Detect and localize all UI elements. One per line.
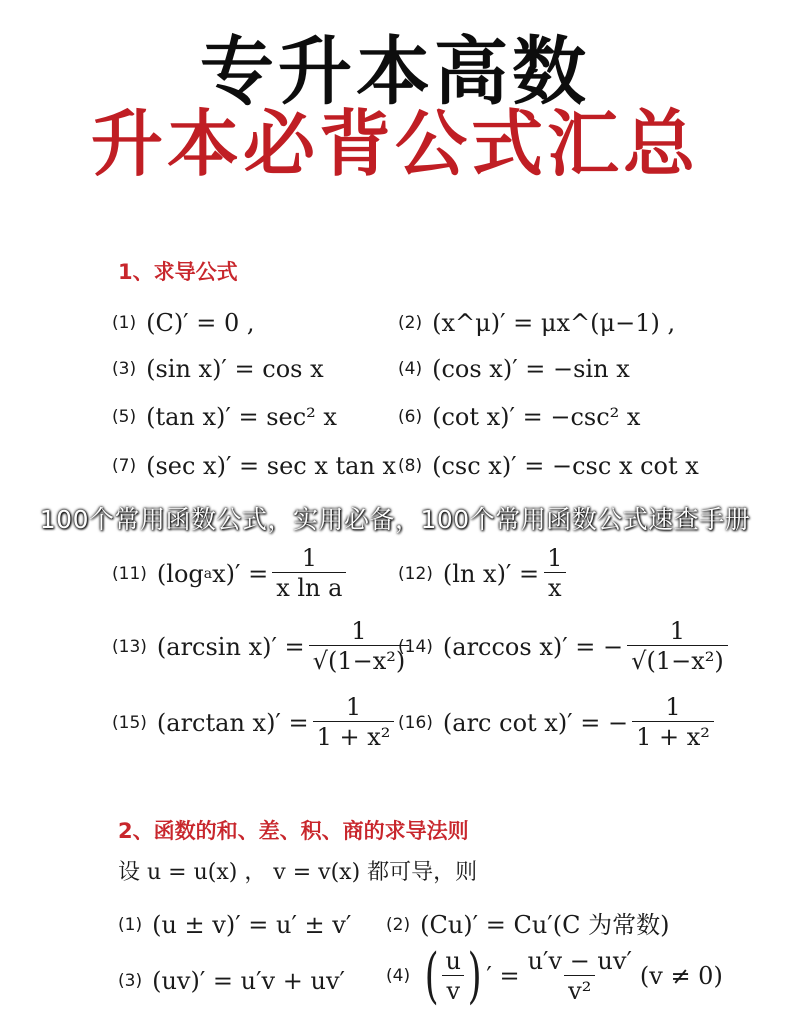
rule-1 xyxy=(118,910,351,940)
formula-1 xyxy=(112,308,255,338)
numerator: u′v − uv′ xyxy=(527,946,632,975)
denominator: v xyxy=(442,975,464,1006)
formula-text: (csc x)′ = −csc x cot x xyxy=(432,452,699,480)
fraction xyxy=(543,544,566,603)
formula-text: (x^μ)′ = μx^(μ−1) , xyxy=(432,309,676,337)
denominator: √(1−x²) xyxy=(309,645,410,676)
denominator: x ln a xyxy=(272,572,346,603)
formula-lhs: (arccos x)′ = − xyxy=(442,632,624,661)
premise-text: 设 u = u(x) ， v = v(x) 都可导，则 xyxy=(118,860,478,885)
premise xyxy=(118,858,477,888)
formula-7 xyxy=(112,451,396,481)
formula-lhs: (ln x)′ = xyxy=(442,559,540,588)
formula-12 xyxy=(398,544,570,603)
formula-number: (4) xyxy=(386,966,411,986)
formula-number: (2) xyxy=(398,313,423,333)
title-line-2: 升本必背公式汇总 xyxy=(90,102,699,186)
formula-text: (C)′ = 0 , xyxy=(146,309,255,337)
formula-number: (15) xyxy=(112,712,147,733)
formula-number: (1) xyxy=(112,313,137,333)
formula-6 xyxy=(398,402,640,432)
formula-5 xyxy=(112,402,337,432)
numerator: 1 xyxy=(547,544,563,572)
denominator: v² xyxy=(564,975,595,1006)
formula-8 xyxy=(398,451,699,481)
formula-number: (4) xyxy=(398,359,423,379)
formula-lhs-rest: x)′ = xyxy=(212,559,269,588)
fraction-u-over-v xyxy=(442,947,465,1006)
formula-text: (cot x)′ = −csc² x xyxy=(432,403,641,431)
fraction xyxy=(313,693,395,752)
formula-text: (uv)′ = u′v + uv′ xyxy=(152,967,345,995)
rule-4 xyxy=(386,941,723,1011)
formula-text: (cos x)′ = −sin x xyxy=(432,355,630,383)
formula-2 xyxy=(398,308,675,338)
formula-3 xyxy=(112,354,324,384)
section-1-heading: 1、求导公式 xyxy=(118,260,238,284)
formula-4 xyxy=(398,354,630,384)
formula-11 xyxy=(112,544,350,603)
numerator: u xyxy=(445,946,461,975)
formula-number: (11) xyxy=(112,563,147,584)
formula-text: (u ± v)′ = u′ ± v′ xyxy=(152,911,352,939)
rule-2 xyxy=(386,910,669,940)
title-line-1: 专升本高数 xyxy=(200,29,590,115)
formula-number: (16) xyxy=(398,712,433,733)
condition: (v ≠ 0) xyxy=(639,962,723,990)
overlay-caption: 100个常用函数公式，实用必备，100个常用函数公式速查手册 xyxy=(39,505,751,534)
formula-number: (1) xyxy=(118,915,143,935)
formula-text: (Cu)′ = Cu′(C 为常数) xyxy=(420,911,670,939)
numerator: 1 xyxy=(665,693,681,721)
fraction xyxy=(524,947,636,1006)
numerator: 1 xyxy=(301,544,317,572)
fraction xyxy=(632,693,714,752)
formula-lhs: (arcsin x)′ = xyxy=(156,632,305,661)
formula-13 xyxy=(112,617,413,676)
formula-lhs: (log xyxy=(156,559,204,588)
denominator: 1 + x² xyxy=(632,721,714,752)
denominator: x xyxy=(544,572,566,603)
right-paren: ) xyxy=(467,941,482,1011)
fraction xyxy=(272,544,346,603)
log-base: a xyxy=(203,565,213,582)
formula-number: (6) xyxy=(398,407,423,427)
rule-3 xyxy=(118,966,345,996)
fraction xyxy=(627,617,728,676)
section-2-heading: 2、函数的和、差、积、商的求导法则 xyxy=(118,819,469,843)
prime-equals: ′ = xyxy=(486,962,520,990)
formula-text: (sin x)′ = cos x xyxy=(146,355,324,383)
formula-text: (tan x)′ = sec² x xyxy=(146,403,337,431)
formula-number: (7) xyxy=(112,456,137,476)
formula-number: (8) xyxy=(398,456,423,476)
formula-number: (5) xyxy=(112,407,137,427)
formula-number: (12) xyxy=(398,563,433,584)
formula-16 xyxy=(398,693,718,752)
numerator: 1 xyxy=(351,617,367,645)
formula-15 xyxy=(112,693,398,752)
formula-number: (3) xyxy=(118,971,143,991)
formula-number: (14) xyxy=(398,636,433,657)
formula-14 xyxy=(398,617,732,676)
left-paren: ( xyxy=(424,941,439,1011)
formula-number: (3) xyxy=(112,359,137,379)
formula-text: (sec x)′ = sec x tan x xyxy=(146,452,397,480)
formula-lhs: (arc cot x)′ = − xyxy=(442,708,629,737)
fraction xyxy=(309,617,410,676)
formula-number: (2) xyxy=(386,915,411,935)
formula-lhs: (arctan x)′ = xyxy=(156,708,309,737)
denominator: 1 + x² xyxy=(313,721,395,752)
numerator: 1 xyxy=(345,693,362,721)
numerator: 1 xyxy=(669,617,686,645)
denominator: √(1−x²) xyxy=(627,645,728,676)
formula-number: (13) xyxy=(112,636,147,657)
